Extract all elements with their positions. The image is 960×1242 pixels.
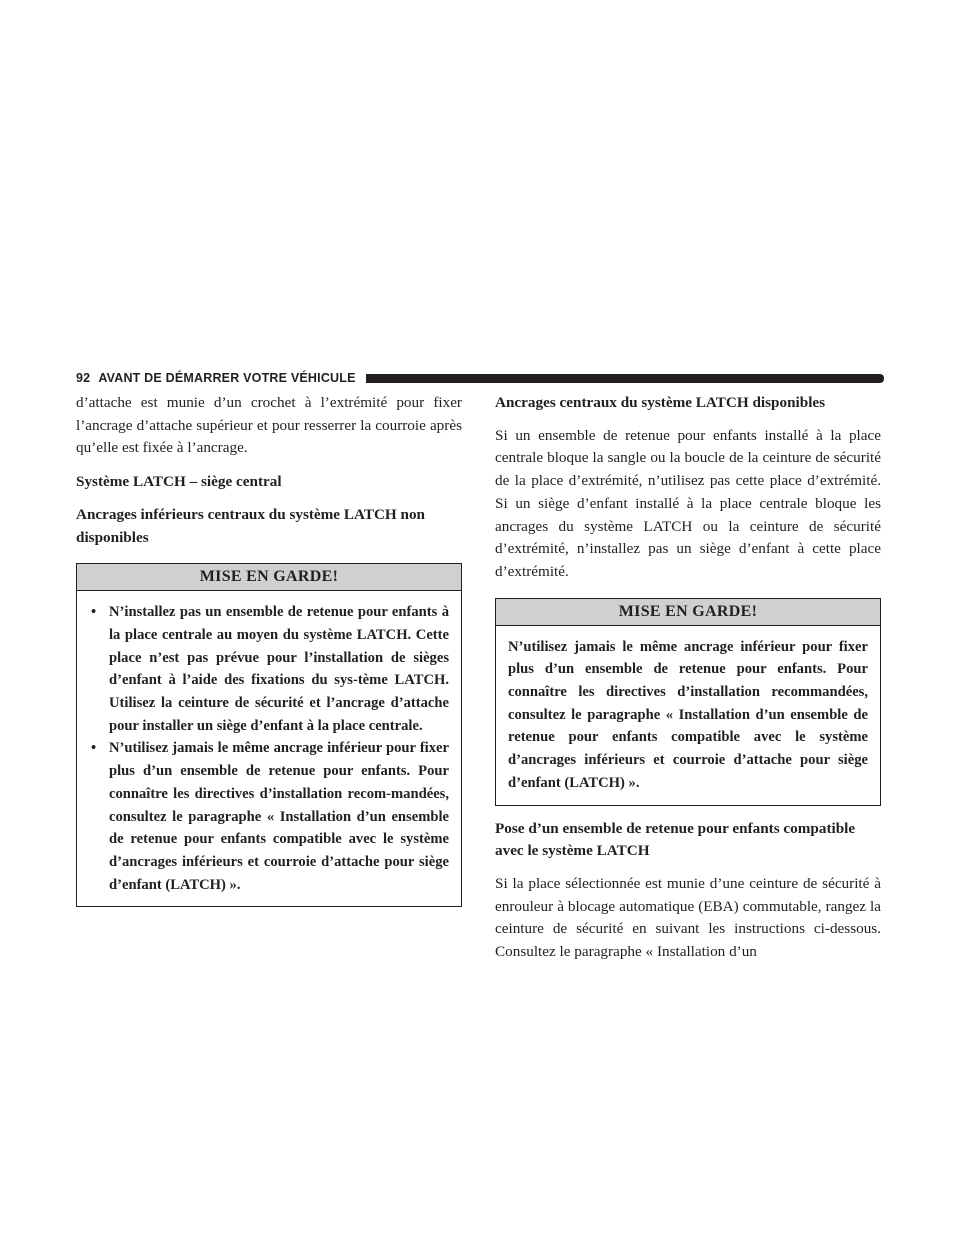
installation-paragraph: Si la place sélectionnée est munie d’une ceinture de sécurité à enrouleur à blocage automatique (EBA) commutable, rangez la ceinture de sécurité en suivant les instructions ci-dessous. Consultez le paragraphe « Installation d’un <box>495 874 881 961</box>
warning-box-right <box>495 598 881 806</box>
header-rule <box>366 374 884 383</box>
left-column <box>76 392 462 919</box>
warning-list <box>89 601 449 896</box>
warning-bullet-text: N’installez pas un ensemble de retenue pour enfants à la place centrale au moyen du système LATCH. Cette place n’est pas prévue pour l’installation de sièges d’enfant à l’aide des fixations du sys-tème LATCH. Utilisez la ceinture de sécurité et l’ancrage d’attache pour installer un siège d’enfant à la place centrale. <box>109 604 449 734</box>
bullet-icon: • <box>91 604 97 621</box>
warning-text: N’utilisez jamais le même ancrage inférieur pour fixer plus d’un ensemble de retenue pour enfants. Pour connaître les directives d’installation recommandées, consultez le paragraphe « Installation d’un ensemble de retenue pour enfants compatible avec le système d’ancrages inférieurs et courroie d’attache pour siège d’enfant (LATCH) ». <box>508 638 868 791</box>
bullet-icon: • <box>91 740 97 757</box>
page-number: 92 <box>76 371 91 385</box>
warning-bullet <box>89 737 449 896</box>
section-title: AVANT DE DÉMARRER VOTRE VÉHICULE <box>98 371 356 385</box>
center-anchors-paragraph: Si un ensemble de retenue pour enfants installé à la place centrale bloque la sangle ou la boucle de la ceinture de sécurité de la place d’extrémité, n’utilisez pas cette place d’extrémité. Si un siège d’enfant installé à la place centrale bloque les ancrages du système LATCH ou la ceinture de sécurité d’extrémité, n’installez pas un siège d’enfant à cette place d’extrémité. <box>495 426 881 580</box>
intro-paragraph: d’attache est munie d’un crochet à l’extrémité pour fixer l’ancrage d’attache supérieur et pour resserrer la courroie après qu’elle est fixée à l’ancrage. <box>76 394 462 457</box>
heading-center-anchors-available: Ancrages centraux du système LATCH disponibles <box>495 394 826 411</box>
warning-bullet <box>89 601 449 737</box>
warning-box-left <box>76 563 462 907</box>
warning-bullet-text: N’utilisez jamais le même ancrage inférieur pour fixer plus d’un ensemble de retenue pour enfants. Pour connaître les directives d’installation recom-mandées, consultez le paragraphe « Installation d’un ensemble de retenue pour enfants compatible avec le système d’ancrages inférieurs et courroie d’attache pour siège d’enfant (LATCH) ». <box>109 740 449 893</box>
heading-center-anchors-unavailable: Ancrages inférieurs centraux du système LATCH non disponibles <box>76 505 426 546</box>
heading-latch-installation: Pose d’un ensemble de retenue pour enfants compatible avec le système LATCH <box>495 819 856 860</box>
heading-latch-center-seat: Système LATCH – siège central <box>76 473 282 491</box>
warning-title: MISE EN GARDE! <box>77 564 461 591</box>
warning-title: MISE EN GARDE! <box>496 599 880 626</box>
right-column <box>495 392 881 975</box>
page-header <box>76 369 884 387</box>
